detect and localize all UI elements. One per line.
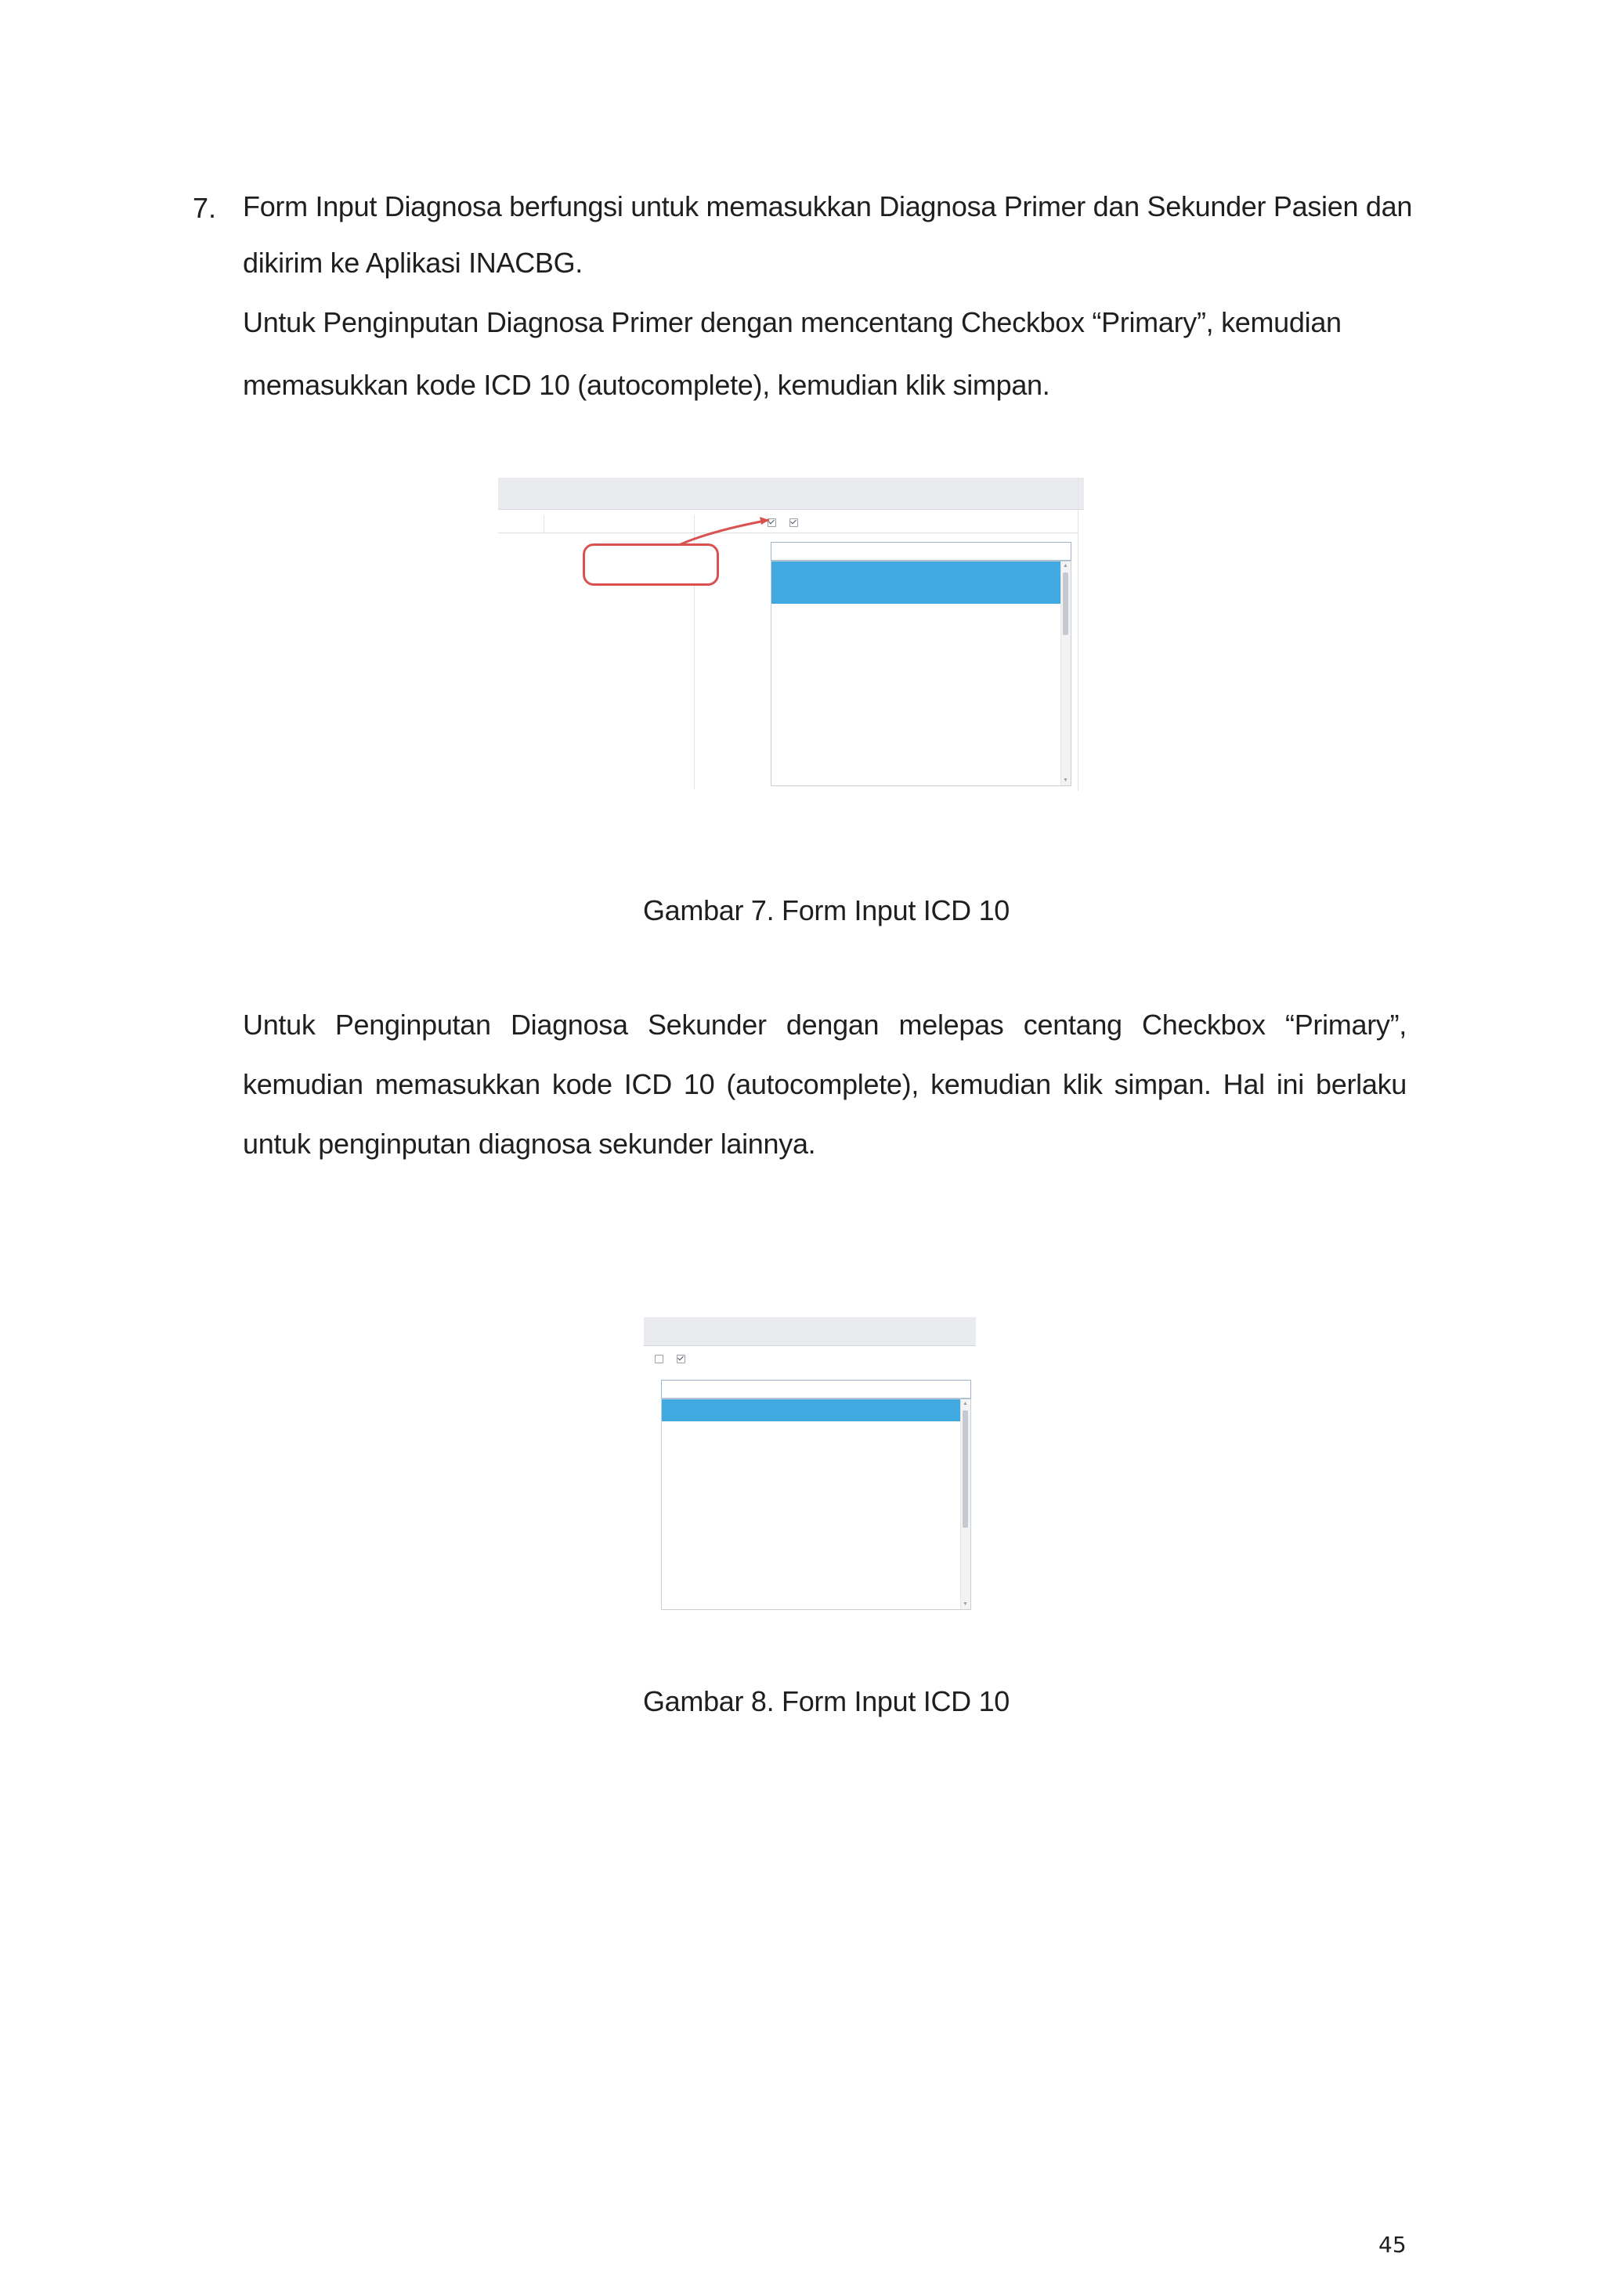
paragraph-line: dikirim ke Aplikasi INACBG. [243, 247, 583, 279]
paragraph-line: Untuk Penginputan Diagnosa Primer dengan mencentang Checkbox “Primary”, kemudian [243, 306, 1342, 338]
callout-arrow-icon [498, 478, 1084, 791]
page-number: 45 [1378, 2232, 1407, 2258]
suggestion-item[interactable] [662, 1443, 970, 1465]
icd10-autocomplete-input[interactable] [661, 1380, 971, 1399]
scroll-thumb[interactable] [963, 1410, 968, 1528]
checkbox-row [655, 1355, 696, 1363]
scroll-down-icon[interactable]: ▼ [963, 1601, 968, 1607]
primary-checkbox[interactable] [655, 1355, 663, 1363]
suggestion-item[interactable] [662, 1553, 970, 1575]
suggestion-item[interactable] [662, 1421, 970, 1443]
suggestion-item[interactable] [662, 1487, 970, 1509]
paragraph-line: Form Input Diagnosa berfungsi untuk memasukkan Diagnosa Primer dan Sekunder Pasien dan [243, 190, 1413, 222]
inacbg-checkbox[interactable] [677, 1355, 685, 1363]
suggestion-item-selected[interactable] [662, 1399, 970, 1421]
paragraph-primary-diagnosis [243, 179, 1413, 417]
suggestion-item[interactable] [662, 1531, 970, 1553]
suggestion-item[interactable] [662, 1509, 970, 1531]
callout-primary-diagnosis [583, 543, 719, 586]
scroll-up-icon[interactable]: ▲ [963, 1401, 968, 1406]
paragraph-line: memasukkan kode ICD 10 (autocomplete), kemudian klik simpan. [243, 369, 1050, 401]
figure-7-caption: Gambar 7. Form Input ICD 10 [642, 894, 1010, 926]
figure-8-caption: Gambar 8. Form Input ICD 10 [642, 1685, 1010, 1717]
paragraph-secondary-diagnosis: Untuk Penginputan Diagnosa Sekunder dengan melepas centang Checkbox “Primary”, kemudian memasukkan kode ICD 10 (autocomplete), kemudian klik simpan. Hal ini berlaku untuk penginputan diagnosa sekunder lainnya. [243, 1009, 1407, 1160]
suggestion-item[interactable] [662, 1465, 970, 1487]
suggestion-item[interactable] [662, 1575, 970, 1597]
scroll-up-icon[interactable]: ▲ [1063, 563, 1068, 569]
icd10-suggestion-list[interactable] [661, 1399, 971, 1610]
list-item-number: 7. [193, 192, 217, 224]
figure-8-screenshot [644, 1317, 976, 1626]
suggestion-scrollbar[interactable] [960, 1399, 970, 1609]
window-header-bar [644, 1317, 976, 1346]
scroll-down-icon[interactable]: ▼ [1063, 778, 1068, 783]
